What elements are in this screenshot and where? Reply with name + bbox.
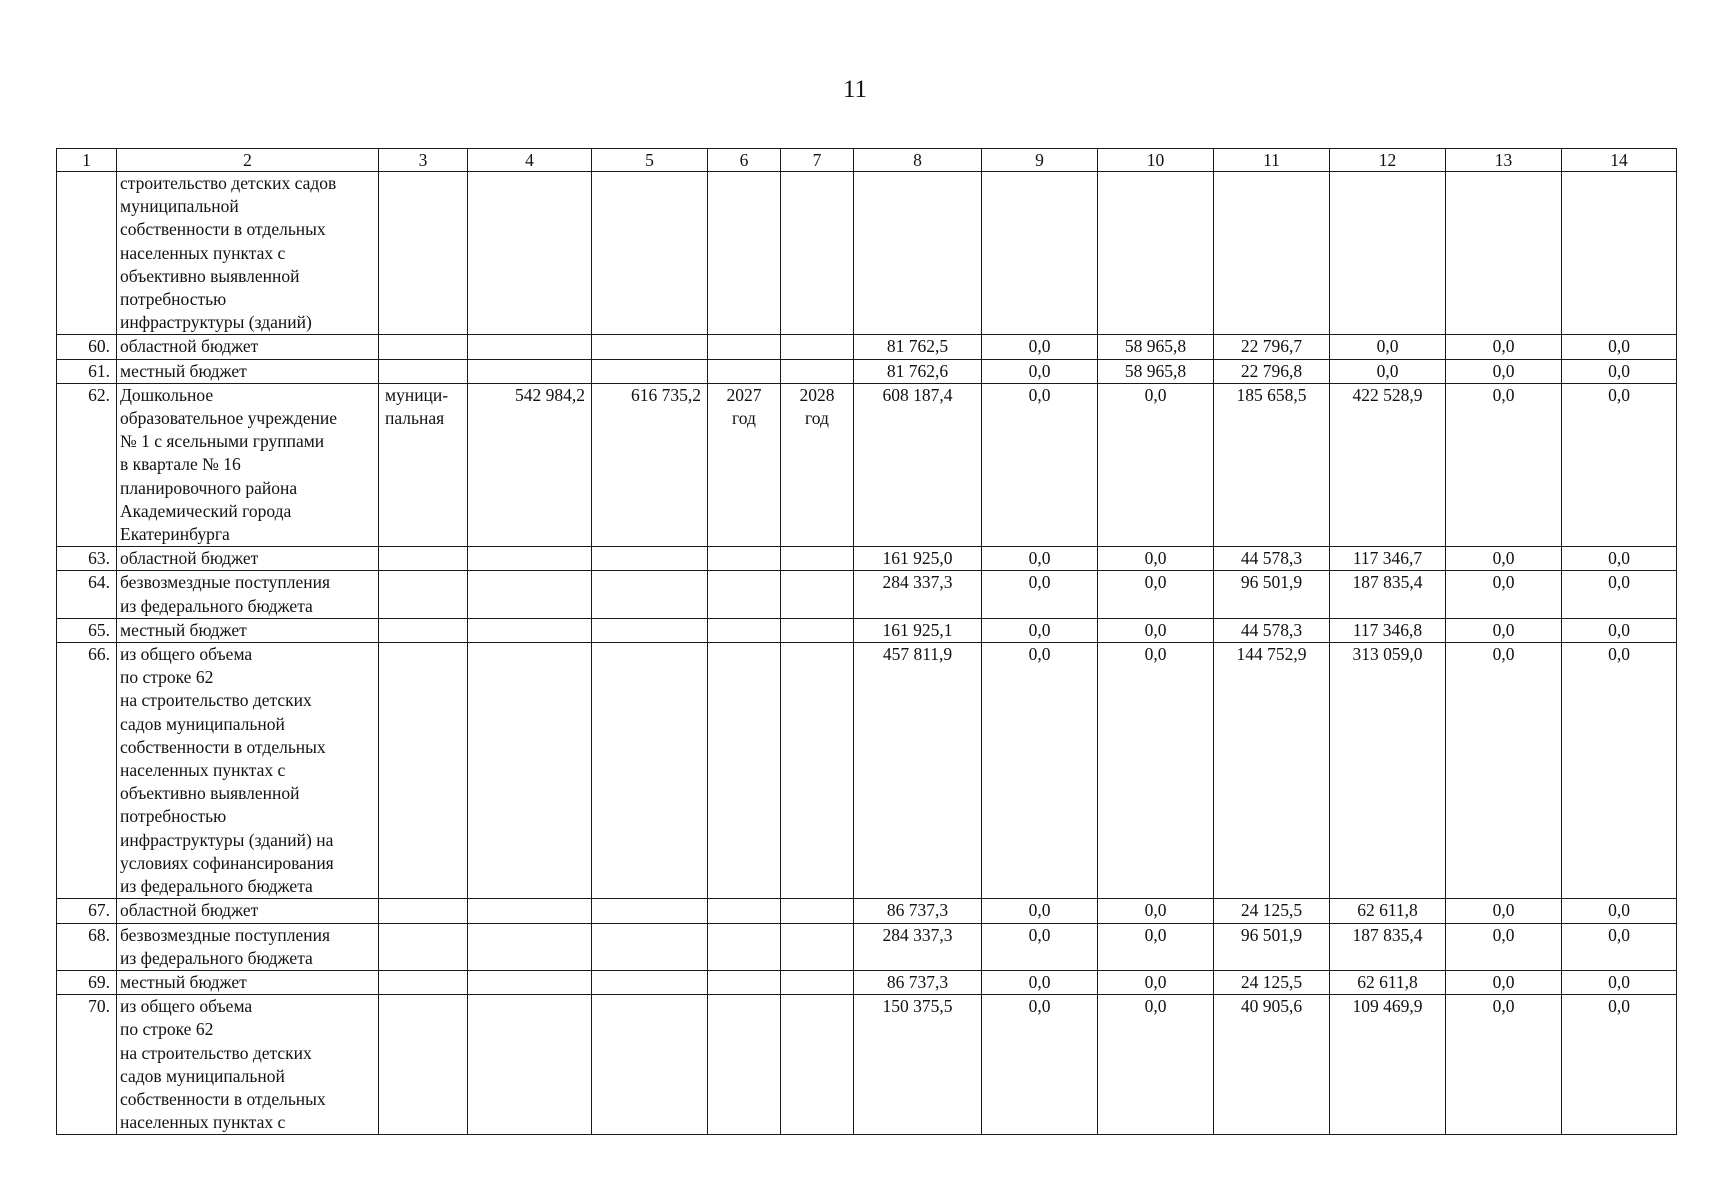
- col-5-value: [592, 335, 708, 359]
- col-11-value: 96 501,9: [1214, 571, 1330, 618]
- row-description: безвозмездные поступления из федерального бюджета: [117, 571, 379, 618]
- col-10-value: 58 965,8: [1098, 335, 1214, 359]
- page-number: 11: [842, 76, 868, 103]
- end-year-cell: [781, 899, 854, 923]
- col-4-value: [468, 571, 592, 618]
- table-row: [57, 383, 1677, 546]
- col-14-value: 0,0: [1562, 383, 1677, 546]
- row-number: 65.: [57, 618, 117, 642]
- end-year-cell: 2028 год: [781, 383, 854, 546]
- ownership-cell: [379, 995, 468, 1135]
- row-description: местный бюджет: [117, 359, 379, 383]
- col-13-value: 0,0: [1446, 970, 1562, 994]
- col-14-value: 0,0: [1562, 970, 1677, 994]
- col-12-value: 117 346,8: [1330, 618, 1446, 642]
- col-9-value: 0,0: [982, 995, 1098, 1135]
- total-value: 150 375,5: [854, 995, 982, 1135]
- col-4-value: [468, 618, 592, 642]
- col-10-value: 0,0: [1098, 383, 1214, 546]
- row-number: 63.: [57, 547, 117, 571]
- row-description: из общего объема по строке 62 на строительство детских садов муниципальной собственности в отдельных населенных пунктах с объективно выявленной потребностью инфраструктуры (зданий) на условиях софинансирования из федерального бюджета: [117, 643, 379, 899]
- ownership-cell: [379, 899, 468, 923]
- col-14-value: 0,0: [1562, 618, 1677, 642]
- col-14-value: 0,0: [1562, 995, 1677, 1135]
- col-12-value: 0,0: [1330, 335, 1446, 359]
- col-10-value: 0,0: [1098, 923, 1214, 970]
- row-number: 68.: [57, 923, 117, 970]
- col-9-value: 0,0: [982, 547, 1098, 571]
- col-5-value: [592, 643, 708, 899]
- start-year-cell: [708, 547, 781, 571]
- start-year-cell: [708, 899, 781, 923]
- col-9-value: 0,0: [982, 571, 1098, 618]
- col-10-value: 0,0: [1098, 970, 1214, 994]
- end-year-cell: [781, 618, 854, 642]
- col-13-value: 0,0: [1446, 335, 1562, 359]
- col-12-value: 187 835,4: [1330, 571, 1446, 618]
- start-year-cell: [708, 172, 781, 335]
- end-year-cell: [781, 335, 854, 359]
- col-11-value: 40 905,6: [1214, 995, 1330, 1135]
- header-cell: 6: [708, 149, 781, 172]
- col-13-value: 0,0: [1446, 618, 1562, 642]
- start-year-cell: [708, 335, 781, 359]
- col-4-value: [468, 923, 592, 970]
- start-year-cell: [708, 995, 781, 1135]
- header-cell: 7: [781, 149, 854, 172]
- col-14-value: 0,0: [1562, 643, 1677, 899]
- col-11-value: 22 796,8: [1214, 359, 1330, 383]
- table-row: [57, 923, 1677, 970]
- row-number: 69.: [57, 970, 117, 994]
- header-cell: 9: [982, 149, 1098, 172]
- header-cell: 11: [1214, 149, 1330, 172]
- row-description: Дошкольное образовательное учреждение № 1 с ясельными группами в квартале № 16 планировочного района Академический города Екатеринбурга: [117, 383, 379, 546]
- col-9-value: 0,0: [982, 923, 1098, 970]
- col-11-value: 22 796,7: [1214, 335, 1330, 359]
- total-value: 161 925,1: [854, 618, 982, 642]
- table-row: [57, 172, 1677, 335]
- col-5-value: [592, 172, 708, 335]
- header-cell: 3: [379, 149, 468, 172]
- header-cell: 1: [57, 149, 117, 172]
- col-12-value: 0,0: [1330, 359, 1446, 383]
- col-10-value: 0,0: [1098, 643, 1214, 899]
- end-year-cell: [781, 547, 854, 571]
- col-12-value: 117 346,7: [1330, 547, 1446, 571]
- col-9-value: 0,0: [982, 970, 1098, 994]
- col-9-value: 0,0: [982, 383, 1098, 546]
- end-year-cell: [781, 923, 854, 970]
- col-10-value: 0,0: [1098, 995, 1214, 1135]
- table-row: [57, 335, 1677, 359]
- col-5-value: [592, 618, 708, 642]
- header-cell: 12: [1330, 149, 1446, 172]
- total-value: 284 337,3: [854, 923, 982, 970]
- col-14-value: 0,0: [1562, 571, 1677, 618]
- col-13-value: 0,0: [1446, 899, 1562, 923]
- header-cell: 8: [854, 149, 982, 172]
- col-5-value: [592, 899, 708, 923]
- col-5-value: 616 735,2: [592, 383, 708, 546]
- end-year-cell: [781, 995, 854, 1135]
- table-row: [57, 547, 1677, 571]
- start-year-cell: [708, 571, 781, 618]
- end-year-cell: [781, 571, 854, 618]
- ownership-cell: [379, 618, 468, 642]
- col-14-value: 0,0: [1562, 335, 1677, 359]
- col-14-value: 0,0: [1562, 923, 1677, 970]
- col-12-value: [1330, 172, 1446, 335]
- col-12-value: 313 059,0: [1330, 643, 1446, 899]
- table-row: [57, 995, 1677, 1135]
- col-13-value: 0,0: [1446, 643, 1562, 899]
- col-13-value: 0,0: [1446, 383, 1562, 546]
- col-9-value: [982, 172, 1098, 335]
- row-number: 70.: [57, 995, 117, 1135]
- col-10-value: 0,0: [1098, 571, 1214, 618]
- col-4-value: [468, 643, 592, 899]
- col-4-value: [468, 547, 592, 571]
- total-value: 86 737,3: [854, 970, 982, 994]
- col-9-value: 0,0: [982, 359, 1098, 383]
- total-value: 86 737,3: [854, 899, 982, 923]
- ownership-cell: [379, 923, 468, 970]
- row-description: областной бюджет: [117, 547, 379, 571]
- row-number: 67.: [57, 899, 117, 923]
- header-cell: 2: [117, 149, 379, 172]
- col-9-value: 0,0: [982, 618, 1098, 642]
- col-5-value: [592, 359, 708, 383]
- col-14-value: 0,0: [1562, 359, 1677, 383]
- end-year-cell: [781, 359, 854, 383]
- col-13-value: 0,0: [1446, 547, 1562, 571]
- ownership-cell: [379, 571, 468, 618]
- table-row: [57, 643, 1677, 899]
- col-9-value: 0,0: [982, 899, 1098, 923]
- col-12-value: 187 835,4: [1330, 923, 1446, 970]
- row-description: местный бюджет: [117, 618, 379, 642]
- col-10-value: 0,0: [1098, 899, 1214, 923]
- table-row: [57, 571, 1677, 618]
- total-value: 608 187,4: [854, 383, 982, 546]
- col-4-value: [468, 335, 592, 359]
- col-11-value: 24 125,5: [1214, 899, 1330, 923]
- col-12-value: 62 611,8: [1330, 899, 1446, 923]
- col-12-value: 62 611,8: [1330, 970, 1446, 994]
- col-4-value: [468, 995, 592, 1135]
- row-description: строительство детских садов муниципальной собственности в отдельных населенных пунктах с объективно выявленной потребностью инфраструктуры (зданий): [117, 172, 379, 335]
- row-number: 61.: [57, 359, 117, 383]
- col-13-value: 0,0: [1446, 995, 1562, 1135]
- col-5-value: [592, 571, 708, 618]
- row-number: 60.: [57, 335, 117, 359]
- start-year-cell: [708, 618, 781, 642]
- total-value: 81 762,5: [854, 335, 982, 359]
- col-10-value: [1098, 172, 1214, 335]
- header-cell: 13: [1446, 149, 1562, 172]
- col-14-value: [1562, 172, 1677, 335]
- row-number: 66.: [57, 643, 117, 899]
- end-year-cell: [781, 643, 854, 899]
- table-row: [57, 970, 1677, 994]
- ownership-cell: [379, 643, 468, 899]
- col-11-value: 144 752,9: [1214, 643, 1330, 899]
- budget-table: [56, 148, 1677, 1135]
- row-description: безвозмездные поступления из федерального бюджета: [117, 923, 379, 970]
- col-11-value: 44 578,3: [1214, 618, 1330, 642]
- table-header-row: [57, 149, 1677, 172]
- header-cell: 5: [592, 149, 708, 172]
- col-12-value: 422 528,9: [1330, 383, 1446, 546]
- col-4-value: [468, 359, 592, 383]
- ownership-cell: [379, 970, 468, 994]
- ownership-cell: муници- пальная: [379, 383, 468, 546]
- row-number: [57, 172, 117, 335]
- start-year-cell: [708, 970, 781, 994]
- col-13-value: 0,0: [1446, 923, 1562, 970]
- total-value: 284 337,3: [854, 571, 982, 618]
- ownership-cell: [379, 172, 468, 335]
- row-description: из общего объема по строке 62 на строительство детских садов муниципальной собственности в отдельных населенных пунктах с: [117, 995, 379, 1135]
- col-5-value: [592, 995, 708, 1135]
- col-5-value: [592, 970, 708, 994]
- ownership-cell: [379, 335, 468, 359]
- total-value: [854, 172, 982, 335]
- col-10-value: 58 965,8: [1098, 359, 1214, 383]
- start-year-cell: [708, 643, 781, 899]
- col-4-value: [468, 172, 592, 335]
- table-row: [57, 618, 1677, 642]
- row-description: местный бюджет: [117, 970, 379, 994]
- col-14-value: 0,0: [1562, 547, 1677, 571]
- col-9-value: 0,0: [982, 643, 1098, 899]
- start-year-cell: [708, 359, 781, 383]
- header-cell: 10: [1098, 149, 1214, 172]
- table-row: [57, 899, 1677, 923]
- col-5-value: [592, 923, 708, 970]
- col-13-value: [1446, 172, 1562, 335]
- header-cell: 4: [468, 149, 592, 172]
- total-value: 161 925,0: [854, 547, 982, 571]
- col-11-value: 185 658,5: [1214, 383, 1330, 546]
- col-4-value: [468, 899, 592, 923]
- end-year-cell: [781, 970, 854, 994]
- start-year-cell: [708, 923, 781, 970]
- col-5-value: [592, 547, 708, 571]
- end-year-cell: [781, 172, 854, 335]
- col-9-value: 0,0: [982, 335, 1098, 359]
- start-year-cell: 2027 год: [708, 383, 781, 546]
- col-10-value: 0,0: [1098, 618, 1214, 642]
- header-cell: 14: [1562, 149, 1677, 172]
- col-10-value: 0,0: [1098, 547, 1214, 571]
- col-11-value: 24 125,5: [1214, 970, 1330, 994]
- col-12-value: 109 469,9: [1330, 995, 1446, 1135]
- row-number: 62.: [57, 383, 117, 546]
- col-4-value: [468, 970, 592, 994]
- row-description: областной бюджет: [117, 899, 379, 923]
- col-13-value: 0,0: [1446, 571, 1562, 618]
- col-4-value: 542 984,2: [468, 383, 592, 546]
- col-11-value: 44 578,3: [1214, 547, 1330, 571]
- table-row: [57, 359, 1677, 383]
- col-11-value: 96 501,9: [1214, 923, 1330, 970]
- ownership-cell: [379, 359, 468, 383]
- row-description: областной бюджет: [117, 335, 379, 359]
- ownership-cell: [379, 547, 468, 571]
- col-13-value: 0,0: [1446, 359, 1562, 383]
- col-11-value: [1214, 172, 1330, 335]
- total-value: 81 762,6: [854, 359, 982, 383]
- col-14-value: 0,0: [1562, 899, 1677, 923]
- total-value: 457 811,9: [854, 643, 982, 899]
- row-number: 64.: [57, 571, 117, 618]
